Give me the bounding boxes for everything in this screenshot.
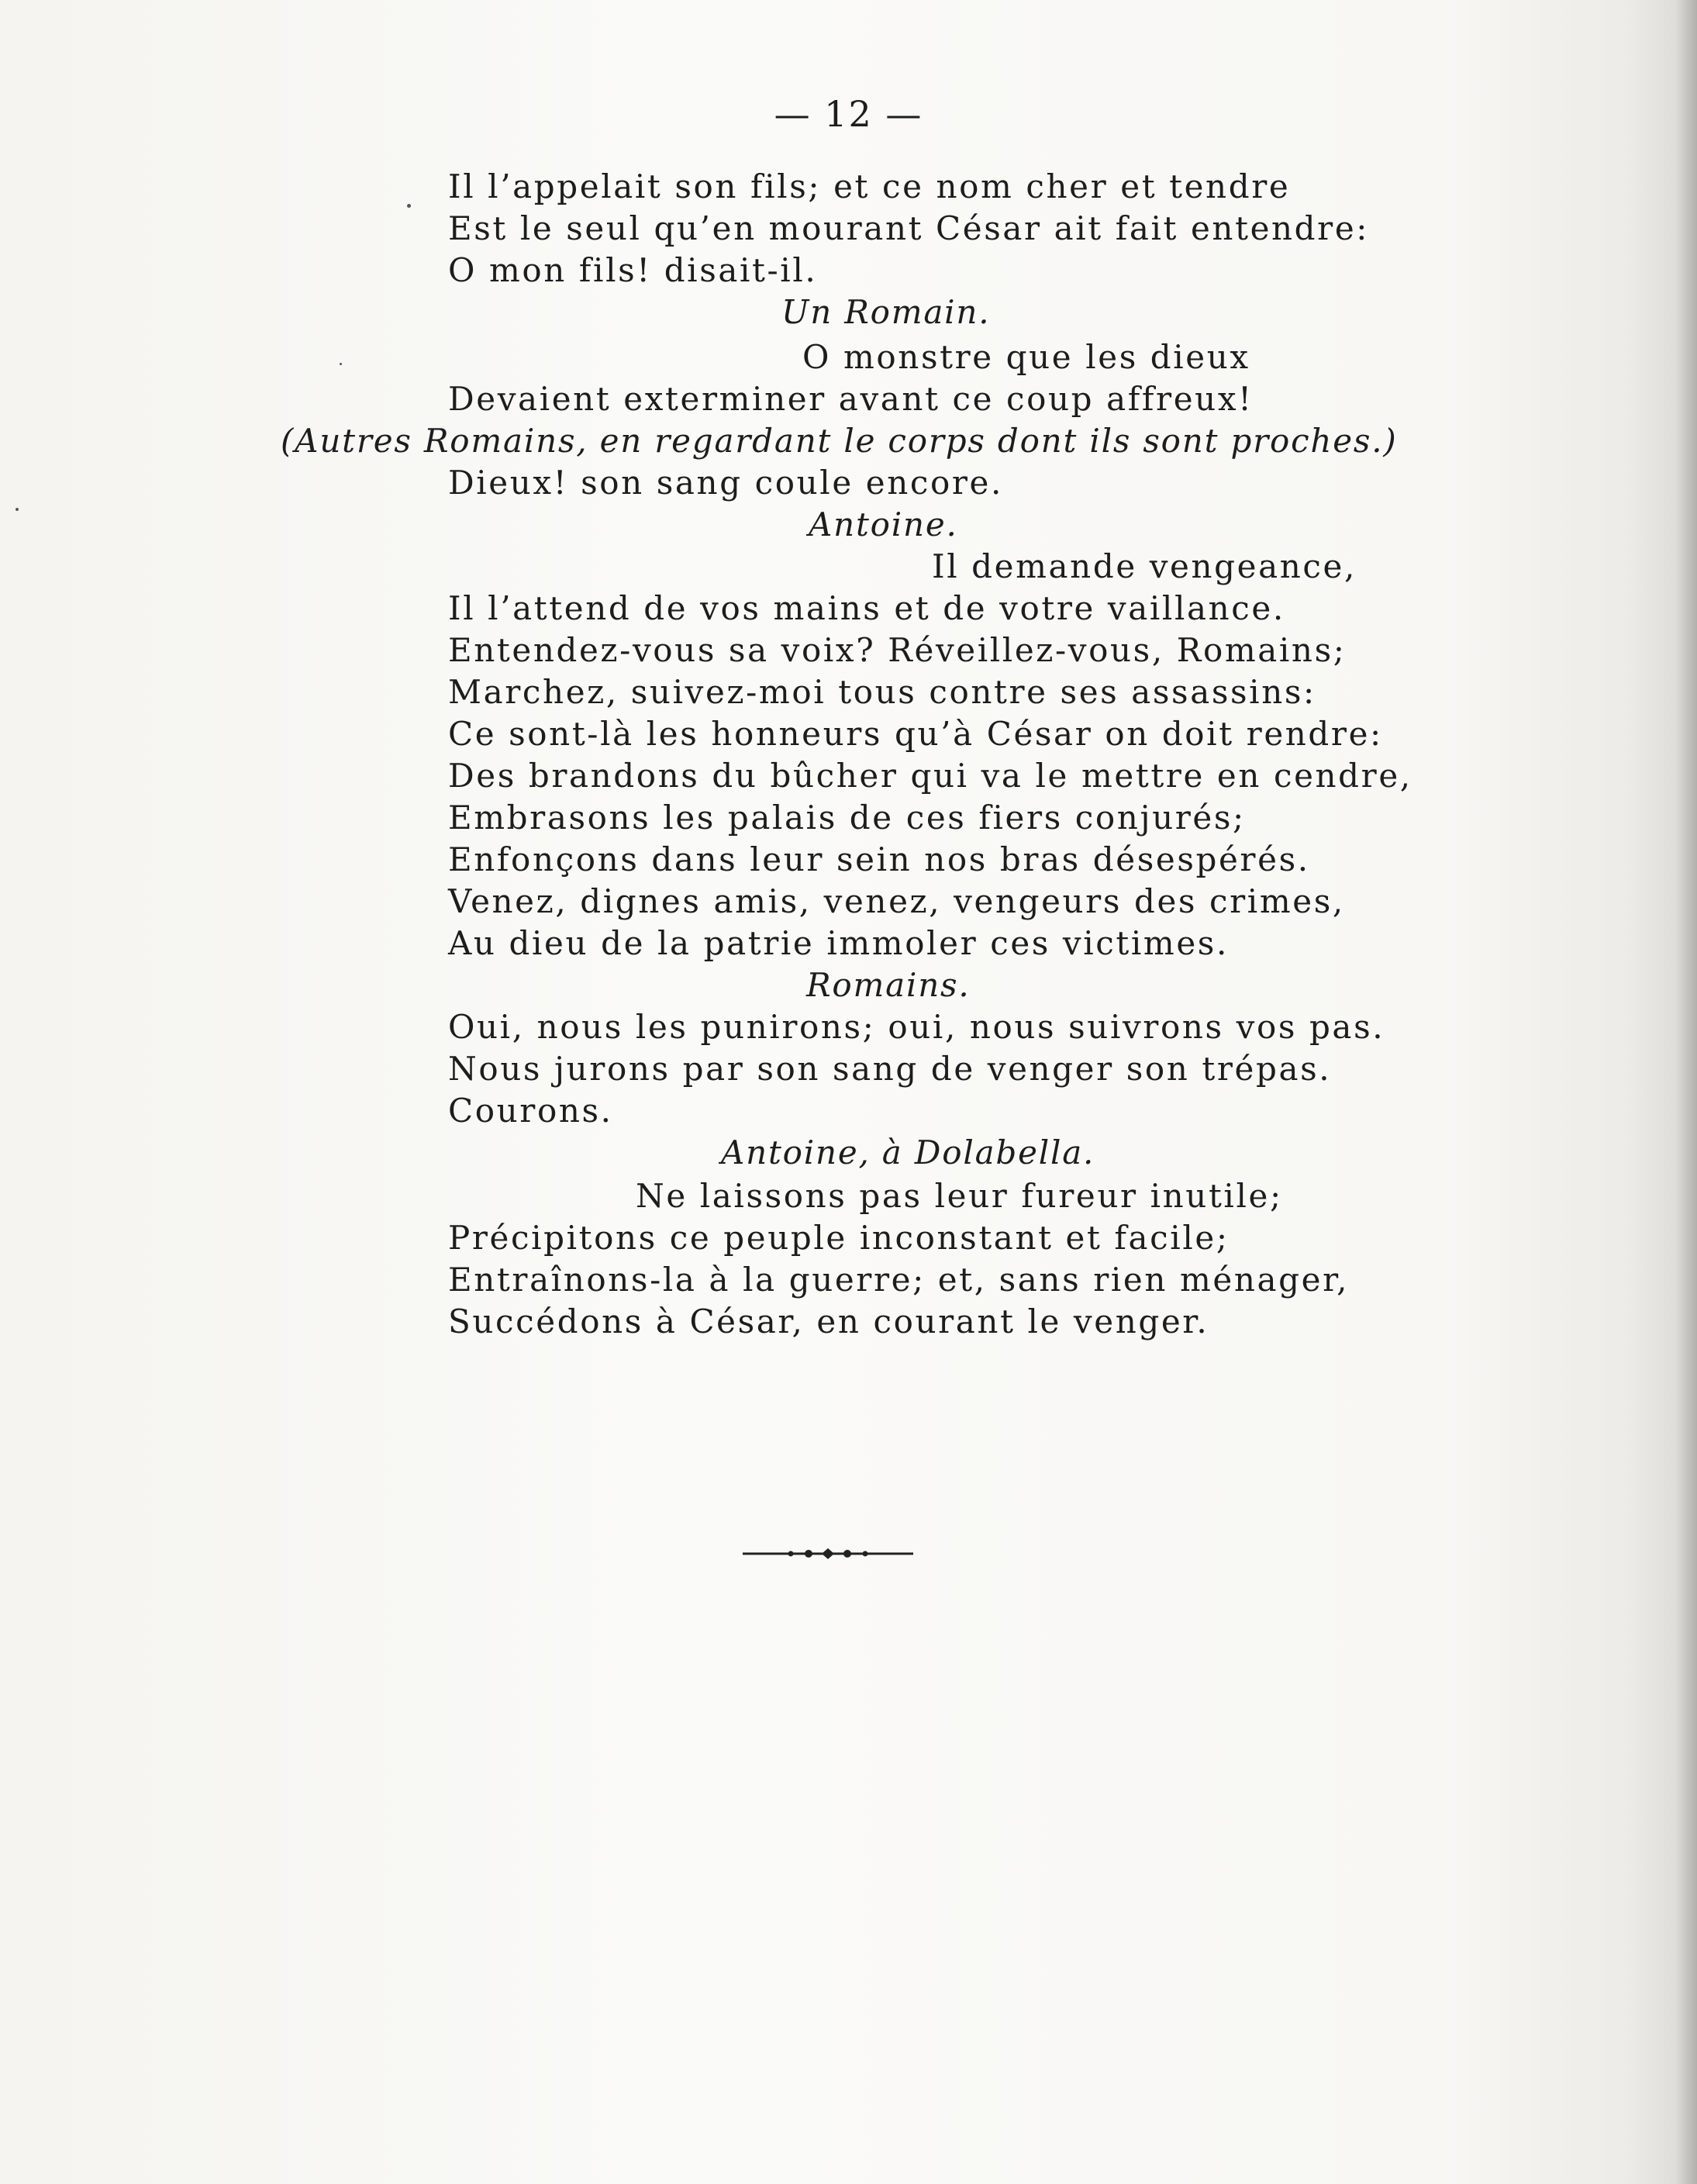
verse-line: Il demande vengeance, (932, 547, 1357, 585)
verse-line: Des brandons du bûcher qui va le mettre en cendre, (448, 757, 1412, 795)
ink-speck (340, 363, 342, 365)
end-ornament (743, 1548, 913, 1559)
verse-line: O mon fils! disait-il. (448, 251, 818, 289)
ink-speck (407, 204, 411, 208)
verse-line: Succédons à César, en courant le venger. (448, 1302, 1209, 1340)
verse-line: Au dieu de la patrie immoler ces victimes. (448, 924, 1229, 962)
verse-line: Devaient exterminer avant ce coup affreux! (448, 380, 1254, 418)
verse-line: Embrasons les palais de ces fiers conjurés; (448, 799, 1246, 837)
verse-line: Entendez-vous sa voix? Réveillez-vous, Romains; (448, 631, 1347, 669)
verse-line: Oui, nous les punirons; oui, nous suivrons vos pas. (448, 1008, 1385, 1046)
verse-line: Ce sont-là les honneurs qu’à César on doit rendre: (448, 715, 1383, 753)
verse-line: Courons. (448, 1092, 613, 1130)
verse-line: Marchez, suivez-moi tous contre ses assassins: (448, 673, 1316, 711)
verse-line: Entraînons-la à la guerre; et, sans rien ménager, (448, 1261, 1350, 1299)
speaker-name: Un Romain. (781, 293, 991, 331)
verse-line: Il l’attend de vos mains et de votre vaillance. (448, 589, 1285, 627)
verse-line: Précipitons ce peuple inconstant et facile; (448, 1219, 1230, 1257)
verse-line: Nous jurons par son sang de venger son trépas. (448, 1050, 1332, 1088)
verse-line: O monstre que les dieux (802, 338, 1250, 376)
page-number: — 12 — (774, 93, 923, 135)
stage-direction: (Autres Romains, en regardant le corps dont ils sont proches.) (281, 422, 1398, 460)
verse-line: Est le seul qu’en mourant César ait fait entendre: (448, 209, 1370, 247)
page-edge-shadow (1675, 0, 1697, 2184)
ink-speck (16, 508, 19, 511)
verse-line: Venez, dignes amis, venez, vengeurs des crimes, (448, 882, 1345, 920)
speaker-name: Antoine, à Dolabella. (721, 1133, 1095, 1171)
speaker-name: Romains. (806, 966, 971, 1004)
speaker-name: Antoine. (809, 505, 958, 543)
verse-line: Enfonçons dans leur sein nos bras désespérés. (448, 840, 1310, 878)
verse-line: Dieux! son sang coule encore. (448, 464, 1003, 502)
verse-line: Il l’appelait son fils; et ce nom cher et tendre (448, 167, 1291, 205)
verse-line: Ne laissons pas leur fureur inutile; (636, 1177, 1283, 1215)
